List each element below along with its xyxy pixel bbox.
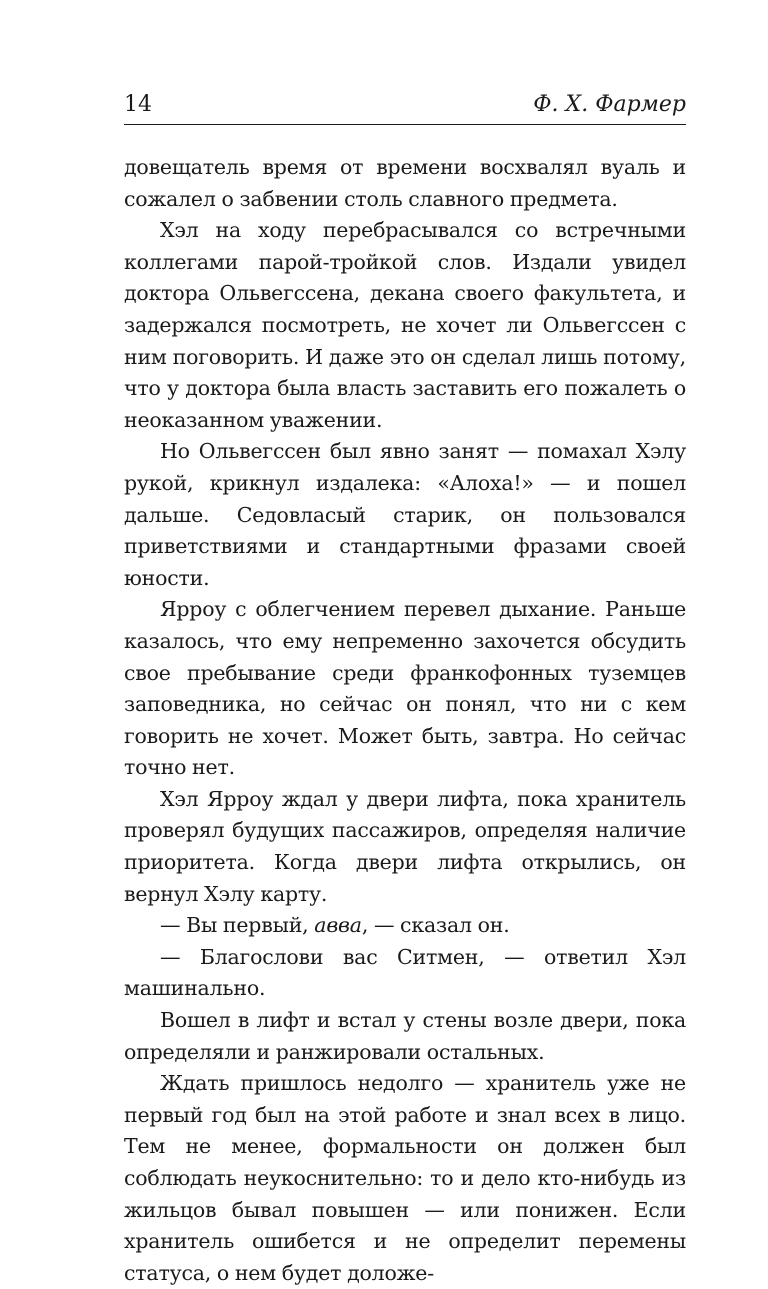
dialogue-paragraph: — Благослови вас Ситмен, — ответил Хэл машинально. <box>124 944 686 1001</box>
dialogue-text: — Вы первый, <box>160 913 315 938</box>
paragraph: Ждать пришлось недолго — хранитель уже не первый год был на этой работе и знал всех в лицо. Тем не менее, формальности он должен был соблюдать неукоснительно: то и дело кто-нибудь из жильцов бывал повышен — или понижен. Если хранитель ошибется и не определит перемены статуса, о нем будет доложе- <box>124 1071 686 1285</box>
page-header <box>124 88 686 125</box>
paragraph: Хэл Ярроу ждал у двери лифта, пока хранитель проверял будущих пассажиров, определяя наличие приоритета. Когда двери лифта открылись, он вернул Хэлу карту. <box>124 786 686 906</box>
body-text <box>124 152 686 1289</box>
paragraph: Но Ольвегссен был явно занят — помахал Хэлу рукой, крикнул издалека: «Алоха!» — и пошел дальше. Седовласый старик, он пользовался приветствиями и стандартными фразами своей юности. <box>124 439 686 590</box>
dialogue-paragraph <box>124 910 686 942</box>
paragraph: Вошел в лифт и встал у стены возле двери, пока определяли и ранжировали остальных. <box>124 1008 686 1064</box>
italic-word: авва <box>314 913 362 938</box>
paragraph: довещатель время от времени восхвалял вуаль и сожалел о забвении столь славного предмета. <box>124 155 686 211</box>
paragraph: Ярроу с облегчением перевел дыхание. Раньше казалось, что ему непременно захочется обсудить свое пребывание среди франкофонных туземцев заповедника, но сейчас он понял, что ни с кем говорить не хочет. Может быть, завтра. Но сейчас точно нет. <box>124 597 686 780</box>
running-head-author: Ф. Х. Фармер <box>533 92 686 117</box>
dialogue-text: , — сказал он. <box>361 913 510 938</box>
paragraph: Хэл на ходу перебрасывался со встречными коллегами парой-тройкой слов. Издали увидел доктора Ольвегссена, декана своего факультета, и задержался посмотреть, не хочет ли Ольвегссен с ним поговорить. И даже это он сделал лишь потому, что у доктора была власть заставить его пожалеть о неоказанном уважении. <box>124 218 686 432</box>
page-number: 14 <box>124 92 152 117</box>
